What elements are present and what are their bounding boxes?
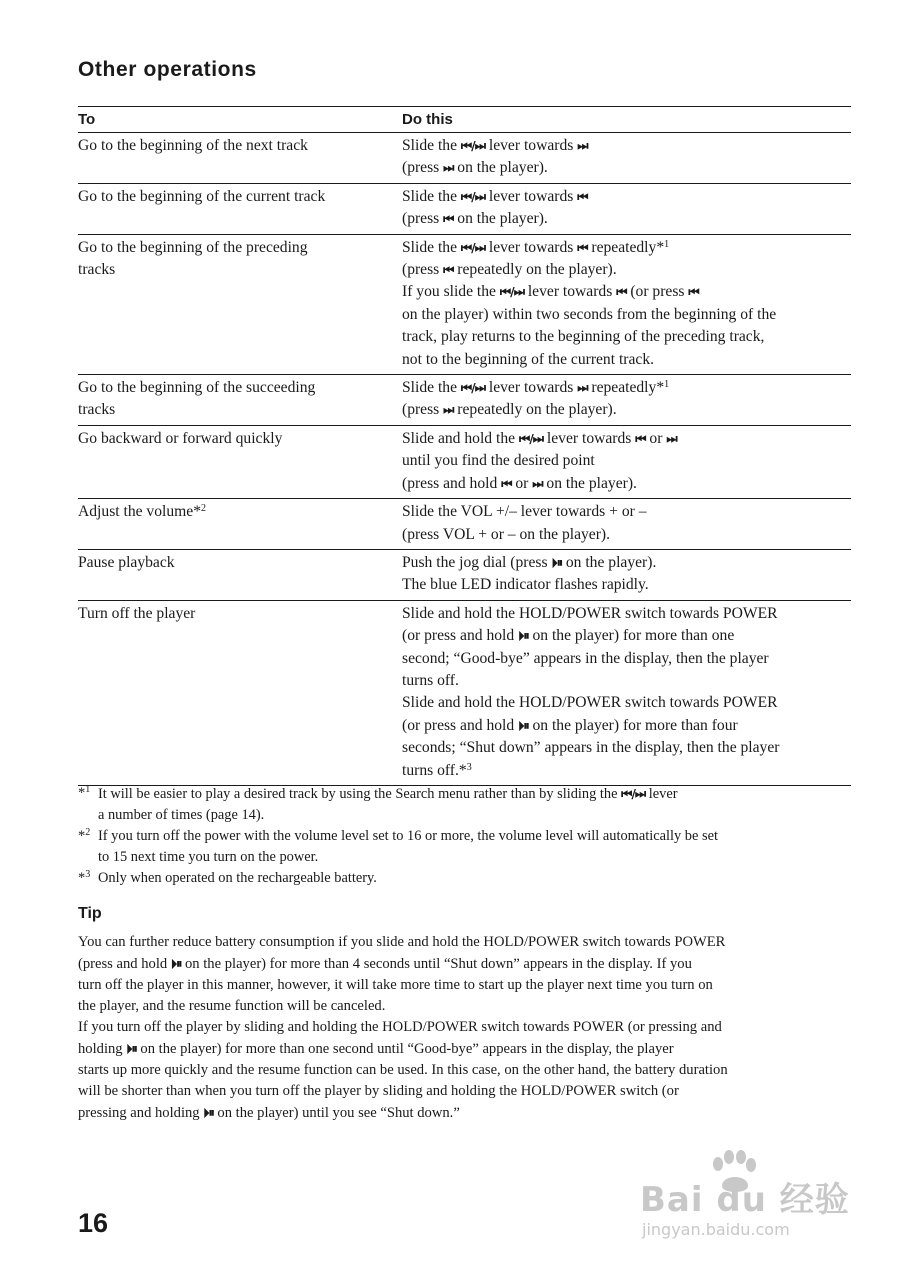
text-segment: The blue LED indicator flashes rapidly. [402, 576, 649, 594]
table-row [78, 499, 851, 550]
text-segment: to 15 next time you turn on the power. [98, 849, 319, 865]
text-segment: starts up more quickly and the resume function can be used. In this case, on the other hand, the battery duration [78, 1062, 728, 1078]
text-segment: lever towards [484, 238, 578, 256]
text-segment: turns off.* [402, 761, 467, 779]
text-segment: repeatedly on the player). [453, 401, 617, 419]
text-line [78, 428, 394, 450]
text-segment: (or press [626, 283, 689, 301]
cell-to [78, 183, 402, 234]
text-segment: on the player). [453, 210, 548, 228]
text-line [402, 399, 851, 421]
text-segment: You can further reduce battery consumption if you slide and hold the HOLD/POWER switch towards POWER [78, 934, 726, 950]
text-segment: on the player). [453, 159, 548, 177]
text-line [402, 574, 851, 596]
play-pause-icon: ⏵⏸ [518, 717, 529, 733]
skip-lever-icon: ⏮/⏭ [460, 380, 485, 396]
text-line [402, 377, 851, 399]
page-number: 16 [78, 1208, 109, 1238]
text-line [98, 783, 853, 805]
text-line [78, 975, 853, 996]
text-line [402, 670, 851, 692]
footnote-number: 3 [85, 869, 91, 880]
text-line [402, 737, 851, 759]
cell-to [78, 375, 402, 426]
text-line [78, 953, 853, 975]
text-segment: on the player) for more than one [528, 627, 735, 645]
table-row [78, 600, 851, 785]
text-segment: Slide the VOL +/– lever towards + or – [402, 503, 647, 521]
text-line [402, 428, 851, 450]
cell-do-this [402, 183, 851, 234]
previous-track-icon: ⏮ [635, 430, 646, 446]
text-line [78, 399, 394, 421]
text-segment: lever towards [543, 429, 636, 447]
cell-to [78, 425, 402, 498]
text-segment: repeatedly* [587, 379, 665, 397]
text-segment: Slide and hold the HOLD/POWER switch towards POWER [402, 694, 778, 712]
text-segment: Push the jog dial (press [402, 553, 552, 571]
tip-title: Tip [78, 905, 102, 922]
text-segment: Slide and hold the [402, 429, 519, 447]
text-segment: on the player) until you see “Shut down.” [213, 1105, 460, 1121]
text-segment: Slide the [402, 187, 461, 205]
text-segment: (press [402, 210, 444, 228]
skip-lever-icon: ⏮/⏭ [499, 284, 524, 300]
footnote [78, 826, 853, 868]
skip-lever-icon: ⏮/⏭ [460, 138, 485, 153]
play-pause-icon: ⏵⏸ [203, 1105, 214, 1120]
text-segment: Slide and hold the HOLD/POWER switch towards POWER [402, 604, 778, 622]
footnote-asterisk: * [78, 828, 86, 844]
table-row [78, 375, 851, 426]
text-line [98, 826, 853, 847]
text-segment: If you slide the [402, 283, 500, 301]
text-line [78, 377, 394, 399]
text-line [402, 450, 851, 472]
text-line [98, 847, 853, 868]
text-line [402, 326, 851, 348]
text-line [402, 186, 851, 208]
text-segment: on the player). [542, 474, 637, 492]
watermark-url: jingyan.baidu.com [642, 1220, 790, 1239]
text-segment: on the player) for more than 4 seconds until “Shut down” appears in the display. If you [181, 956, 692, 972]
previous-track-icon: ⏮ [616, 284, 627, 300]
text-line [78, 996, 853, 1017]
text-line [402, 715, 851, 737]
footnotes [78, 783, 853, 889]
next-track-icon: ⏭ [443, 402, 454, 418]
play-pause-icon: ⏵⏸ [518, 628, 529, 644]
text-segment: If you turn off the power with the volume level set to 16 or more, the volume level will automatically be set [98, 828, 718, 844]
previous-track-icon: ⏮ [577, 188, 588, 204]
footnote-number: 1 [85, 784, 91, 795]
text-segment: (press and hold [402, 474, 502, 492]
text-segment: lever towards [484, 137, 578, 154]
text-line [78, 1102, 853, 1124]
operations-table [78, 106, 851, 786]
next-track-icon: ⏭ [577, 138, 588, 153]
text-segment: (press VOL + or – on the player). [402, 525, 610, 543]
text-line [402, 208, 851, 230]
text-segment: It will be easier to play a desired track by using the Search menu rather than by sliding the [98, 786, 622, 802]
text-line [402, 692, 851, 714]
text-line [402, 501, 851, 523]
text-segment: on the player) within two seconds from the beginning of the [402, 305, 777, 323]
watermark-logo: Bai du 经验 [640, 1180, 850, 1220]
text-segment: Pause playback [78, 553, 175, 571]
table-row [78, 425, 851, 498]
section-title: Other operations [78, 58, 257, 81]
text-segment: or [511, 474, 533, 492]
text-line [98, 868, 853, 889]
text-segment: Go backward or forward quickly [78, 429, 283, 447]
text-line [402, 259, 851, 281]
text-segment: Go to the beginning of the current track [78, 187, 326, 205]
text-segment: the player, and the resume function will be canceled. [78, 998, 386, 1014]
table-header-row [78, 107, 851, 133]
skip-lever-icon: ⏮/⏭ [518, 430, 544, 446]
text-segment: pressing and holding [78, 1105, 204, 1121]
footnote [78, 868, 853, 889]
play-pause-icon: ⏵⏸ [126, 1041, 137, 1056]
next-track-icon: ⏭ [577, 380, 588, 396]
text-segment: Go to the beginning of the preceding [78, 238, 308, 256]
text-segment: until you find the desired point [402, 452, 595, 470]
text-segment: Turn off the player [78, 604, 196, 622]
text-segment: (or press and hold [402, 627, 519, 645]
footnote-asterisk: * [78, 785, 86, 801]
cell-to [78, 234, 402, 374]
previous-track-icon: ⏮ [443, 211, 454, 227]
text-line [78, 186, 394, 208]
text-segment: track, play returns to the beginning of the preceding track, [402, 328, 765, 346]
text-line [78, 501, 394, 523]
text-line [78, 1081, 853, 1102]
text-segment: not to the beginning of the current track. [402, 350, 655, 368]
next-track-icon: ⏭ [532, 475, 543, 491]
text-segment: (press [402, 401, 444, 419]
previous-track-icon: ⏮ [443, 262, 454, 278]
previous-track-icon: ⏮ [501, 475, 512, 491]
text-line [78, 1017, 853, 1038]
footnote [78, 783, 853, 826]
footnote-ref: 1 [664, 379, 670, 391]
previous-track-icon: ⏮ [688, 284, 699, 300]
text-line [78, 1060, 853, 1081]
cell-do-this [402, 499, 851, 550]
next-track-icon: ⏭ [443, 160, 454, 176]
text-line [402, 552, 851, 574]
table-row [78, 133, 851, 184]
footnote-marker [78, 783, 90, 804]
table-row [78, 549, 851, 600]
cell-to [78, 549, 402, 600]
text-segment: or [645, 429, 667, 447]
previous-track-icon: ⏮ [577, 239, 588, 255]
text-line [78, 259, 394, 281]
text-segment: Adjust the volume* [78, 503, 202, 521]
skip-lever-icon: ⏮/⏭ [621, 786, 646, 801]
footnote-ref: 1 [664, 238, 670, 250]
text-segment: on the player) for more than one second until “Good-bye” appears in the display, the player [136, 1041, 674, 1057]
text-line [402, 760, 851, 782]
text-line [402, 281, 851, 303]
column-header-to: To [78, 107, 402, 133]
tip-body [78, 932, 853, 1124]
text-segment: (or press and hold [402, 716, 519, 734]
text-line [78, 603, 394, 625]
text-segment: Go to the beginning of the next track [78, 137, 308, 154]
column-header-do-this: Do this [402, 107, 851, 133]
watermark [640, 1150, 855, 1250]
text-line [78, 1038, 853, 1060]
text-segment: repeatedly on the player). [453, 261, 617, 279]
cell-do-this [402, 133, 851, 184]
text-segment: on the player) for more than four [528, 716, 738, 734]
text-segment: on the player). [561, 553, 657, 571]
text-segment: a number of times (page 14). [98, 807, 265, 823]
text-segment: lever [645, 786, 678, 802]
text-segment: turn off the player in this manner, however, it will take more time to start up the player next time you turn on [78, 977, 713, 993]
table-row [78, 183, 851, 234]
cell-to [78, 133, 402, 184]
text-segment: (press [402, 261, 444, 279]
text-line [402, 349, 851, 371]
tip-paragraph [78, 932, 853, 1124]
text-segment: seconds; “Shut down” appears in the display, then the player [402, 739, 780, 757]
text-segment: Slide the [402, 238, 461, 256]
text-line [402, 603, 851, 625]
footnote-marker [78, 868, 90, 889]
text-line [402, 648, 851, 670]
text-line [78, 932, 853, 953]
text-segment: Slide the [402, 379, 461, 397]
text-segment: second; “Good-bye” appears in the display, then the player [402, 649, 769, 667]
text-line [78, 135, 394, 157]
cell-do-this [402, 425, 851, 498]
cell-do-this [402, 600, 851, 785]
text-segment: turns off. [402, 671, 459, 689]
text-segment: repeatedly* [587, 238, 665, 256]
cell-do-this [402, 375, 851, 426]
text-segment: lever towards [523, 283, 617, 301]
text-segment: tracks [78, 401, 116, 419]
text-segment: lever towards [484, 379, 578, 397]
footnote-ref: 3 [466, 761, 472, 773]
text-line [402, 135, 851, 157]
table-row [78, 234, 851, 374]
text-segment: (press [402, 159, 444, 177]
text-segment: Only when operated on the rechargeable battery. [98, 870, 377, 886]
footnote-marker [78, 826, 90, 847]
footnote-number: 2 [85, 827, 91, 838]
skip-lever-icon: ⏮/⏭ [460, 239, 485, 255]
footnote-asterisk: * [78, 870, 86, 886]
next-track-icon: ⏭ [666, 430, 677, 446]
text-line [98, 805, 853, 826]
text-line [402, 625, 851, 647]
play-pause-icon: ⏵⏸ [551, 554, 562, 570]
text-line [402, 473, 851, 495]
text-line [78, 552, 394, 574]
cell-do-this [402, 234, 851, 374]
text-line [78, 237, 394, 259]
text-segment: Slide the [402, 137, 461, 154]
text-segment: If you turn off the player by sliding and holding the HOLD/POWER switch towards POWER (or pressing and [78, 1019, 722, 1035]
operations-table-body [78, 133, 851, 786]
text-line [402, 237, 851, 259]
text-line [402, 157, 851, 179]
text-segment: holding [78, 1041, 127, 1057]
text-segment: lever towards [484, 187, 578, 205]
text-segment: (press and hold [78, 956, 171, 972]
text-line [402, 304, 851, 326]
skip-lever-icon: ⏮/⏭ [460, 188, 485, 204]
cell-to [78, 600, 402, 785]
footnote-ref: 2 [201, 503, 207, 515]
play-pause-icon: ⏵⏸ [170, 956, 182, 971]
cell-do-this [402, 549, 851, 600]
text-segment: Go to the beginning of the succeeding [78, 379, 316, 397]
text-line [402, 524, 851, 546]
cell-to [78, 499, 402, 550]
text-segment: tracks [78, 261, 116, 279]
text-segment: will be shorter than when you turn off the player by sliding and holding the HOLD/POWER switch (or [78, 1083, 679, 1099]
